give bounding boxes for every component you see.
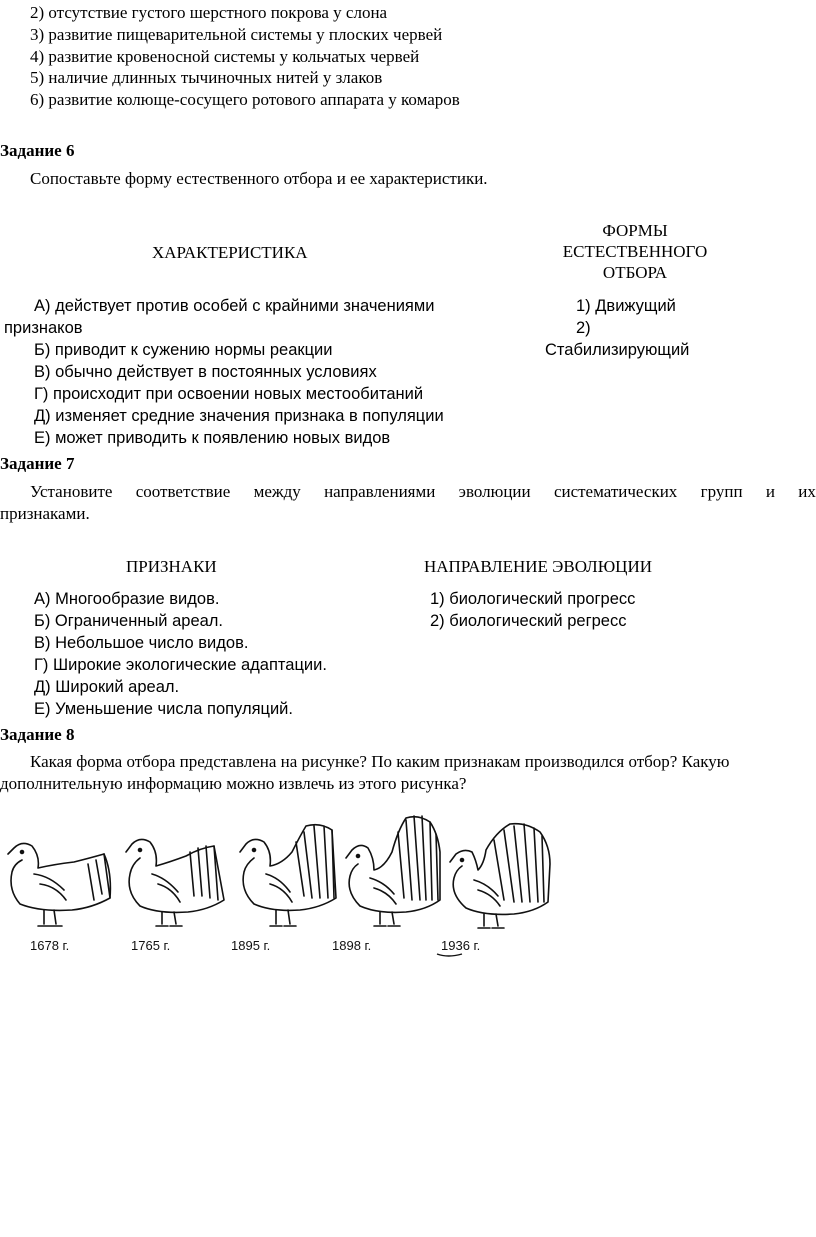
prompt-word: эволюции xyxy=(458,482,531,501)
task-8-prompt-line-1: Какая форма отбора представлена на рисунке? По каким признакам производился отбор? Какую xyxy=(30,752,730,771)
year-label: 1895 г. xyxy=(231,938,271,953)
list-item: Б) приводит к сужению нормы реакции xyxy=(34,341,333,359)
list-item: А) Многообразие видов. xyxy=(34,590,220,608)
list-item: 3) развитие пищеварительной системы у плоских червей xyxy=(30,25,443,44)
pigeon-1765-icon xyxy=(126,839,224,926)
prompt-word: Установите xyxy=(30,482,113,501)
prompt-word: между xyxy=(253,482,301,501)
task-6-col-right xyxy=(540,220,730,283)
list-item: Д) Широкий ареал. xyxy=(34,678,180,696)
pigeon-1898-icon xyxy=(346,816,440,926)
col-right-line: ЕСТЕСТВЕННОГО xyxy=(562,242,708,261)
task-6-col-left: ХАРАКТЕРИСТИКА xyxy=(152,243,308,262)
prompt-word: и xyxy=(765,482,775,501)
task-7-title: Задание 7 xyxy=(0,454,75,473)
pigeon-1895-icon xyxy=(240,825,336,926)
list-item: Г) происходит при освоении новых местообитаний xyxy=(34,385,424,403)
list-item: 2) отсутствие густого шерстного покрова у слона xyxy=(30,3,388,22)
list-item: В) Небольшое число видов. xyxy=(34,634,249,652)
col-right-line: ФОРМЫ xyxy=(602,221,668,240)
prompt-word: систематических xyxy=(553,482,678,501)
task-7-prompt xyxy=(30,481,816,502)
year-label: 1936 г. xyxy=(441,938,481,953)
prompt-word: их xyxy=(798,482,816,501)
pigeon-evolution-figure xyxy=(0,812,565,960)
task-6-prompt: Сопоставьте форму естественного отбора и ее характеристики. xyxy=(30,169,488,188)
list-item: Е) Уменьшение числа популяций. xyxy=(34,700,293,718)
underline-mark xyxy=(437,954,462,956)
year-label: 1765 г. xyxy=(131,938,171,953)
task-8-prompt-line-2: дополнительную информацию можно извлечь из этого рисунка? xyxy=(0,774,467,793)
prompt-word: направлениями xyxy=(324,482,436,501)
list-item: Б) Ограниченный ареал. xyxy=(34,612,224,630)
list-item: Е) может приводить к появлению новых видов xyxy=(34,429,391,447)
list-item: признаков xyxy=(4,319,83,337)
task-7-col-right: НАПРАВЛЕНИЕ ЭВОЛЮЦИИ xyxy=(424,557,653,576)
list-item: В) обычно действует в постоянных условиях xyxy=(34,363,377,381)
pigeon-1678-icon xyxy=(8,843,110,926)
option-item: 1) биологический прогресс xyxy=(430,590,636,608)
col-right-line: ОТБОРА xyxy=(602,263,668,282)
list-item: Д) изменяет средние значения признака в популяции xyxy=(34,407,444,425)
year-label: 1678 г. xyxy=(30,938,70,953)
prompt-word: соответствие xyxy=(135,482,231,501)
year-label: 1898 г. xyxy=(332,938,372,953)
list-item: 5) наличие длинных тычиночных нитей у злаков xyxy=(30,68,383,87)
prompt-word: групп xyxy=(700,482,743,501)
list-item: Г) Широкие экологические адаптации. xyxy=(34,656,327,674)
list-item: 4) развитие кровеносной системы у кольчатых червей xyxy=(30,47,420,66)
task-7-col-left: ПРИЗНАКИ xyxy=(126,557,217,576)
list-item: А) действует против особей с крайними значениями xyxy=(34,297,435,315)
list-item: 6) развитие колюще-сосущего ротового аппарата у комаров xyxy=(30,90,460,109)
task-7-prompt-tail: признаками. xyxy=(0,504,90,523)
task-8-title: Задание 8 xyxy=(0,725,75,744)
option-item: 1) Движущий xyxy=(576,297,676,315)
pigeon-1936-icon xyxy=(450,824,550,928)
option-item: 2) биологический регресс xyxy=(430,612,627,630)
task-6-title: Задание 6 xyxy=(0,141,75,160)
option-item: 2) xyxy=(576,319,591,337)
option-item: Стабилизирующий xyxy=(545,341,690,359)
